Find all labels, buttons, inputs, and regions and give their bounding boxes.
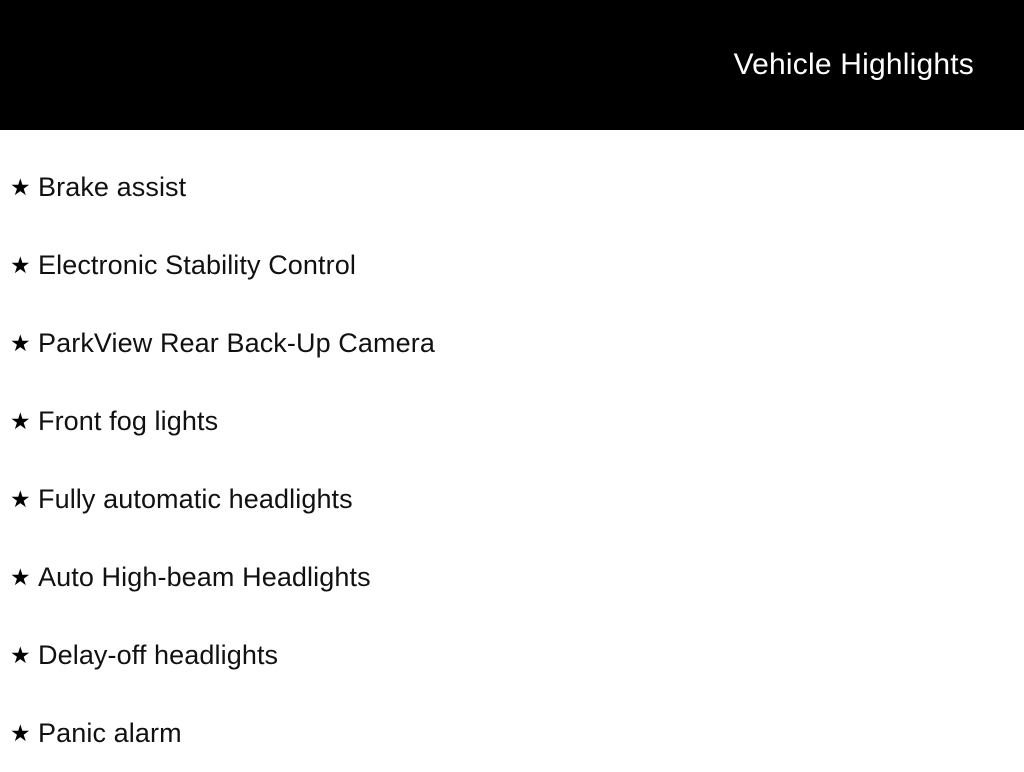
list-item xyxy=(0,304,1024,382)
list-item-label: ParkView Rear Back-Up Camera xyxy=(38,327,435,358)
list-item xyxy=(0,694,1024,772)
star-icon: ★ xyxy=(10,407,31,434)
list-item-label: Electronic Stability Control xyxy=(38,249,356,280)
star-icon: ★ xyxy=(10,641,31,668)
list-item-label: Auto High-beam Headlights xyxy=(38,561,371,592)
list-item-label: Front fog lights xyxy=(38,405,219,436)
list-item-label: Fully automatic headlights xyxy=(38,483,353,514)
list-item-label: Panic alarm xyxy=(38,717,182,748)
list-item-label: Delay-off headlights xyxy=(38,639,279,670)
star-icon: ★ xyxy=(10,563,31,590)
list-item xyxy=(0,148,1024,226)
star-icon: ★ xyxy=(10,329,31,356)
vehicle-highlights-list xyxy=(0,130,1024,772)
list-item xyxy=(0,460,1024,538)
star-icon: ★ xyxy=(10,173,31,200)
list-item xyxy=(0,616,1024,694)
list-item xyxy=(0,226,1024,304)
star-icon: ★ xyxy=(10,485,31,512)
list-item xyxy=(0,538,1024,616)
page-header xyxy=(0,0,1024,130)
list-item-label: Brake assist xyxy=(38,171,187,202)
list-item xyxy=(0,382,1024,460)
page-title: Vehicle Highlights xyxy=(733,48,974,81)
star-icon: ★ xyxy=(10,719,31,746)
star-icon: ★ xyxy=(10,251,31,278)
